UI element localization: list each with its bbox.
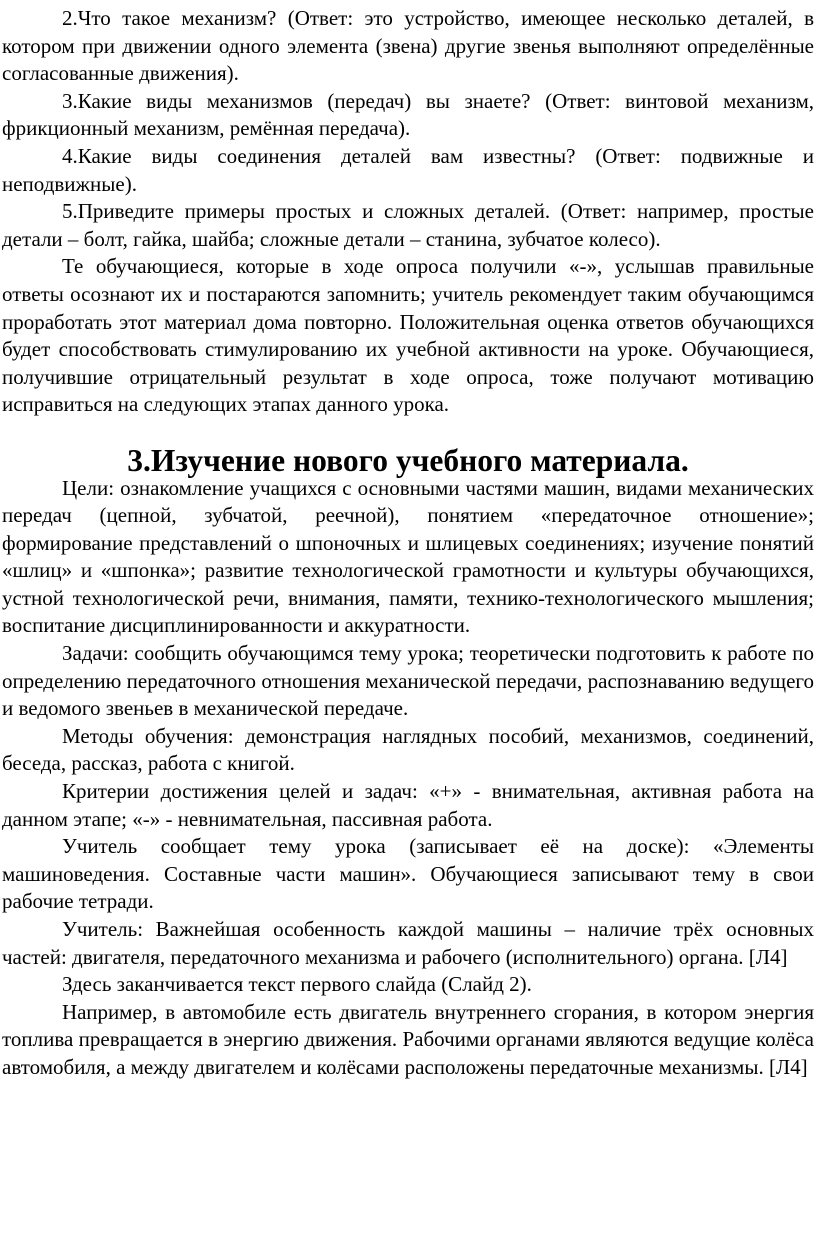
question-4-paragraph: 4.Какие виды соединения деталей вам известны? (Ответ: подвижные и неподвижные). xyxy=(2,143,814,196)
question-5-paragraph: 5.Приведите примеры простых и сложных деталей. (Ответ: например, простые детали – болт, гайка, шайба; сложные детали – станина, зубчатое колесо). xyxy=(2,199,814,251)
machine-parts-paragraph: Учитель: Важнейшая особенность каждой машины – наличие трёх основных частей: двигателя, передаточного механизма и рабочего (исполнительного) органа. [Л4] xyxy=(2,917,814,969)
question-2-paragraph: 2.Что такое механизм? (Ответ: это устройство, имеющее несколько деталей, в котором при движении одного элемента (звена) другие звенья выполняют определённые согласованные движения). xyxy=(2,6,814,86)
criteria-paragraph: Критерии достижения целей и задач: «+» - внимательная, активная работа на данном этапе; «-» - невнимательная, пассивная работа. xyxy=(2,779,814,831)
tasks-paragraph: Задачи: сообщить обучающимся тему урока; теоретически подготовить к работе по определению передаточного отношения механической передачи, распознаванию ведущего и ведомого звеньев в механической передаче. xyxy=(2,641,814,721)
teaching-methods-paragraph: Методы обучения: демонстрация наглядных пособий, механизмов, соединений, беседа, рассказ, работа с книгой. xyxy=(2,723,814,776)
question-3-paragraph: 3.Какие виды механизмов (передач) вы знаете? (Ответ: винтовой механизм, фрикционный механизм, ремённая передача). xyxy=(2,88,814,141)
survey-feedback-paragraph: Те обучающиеся, которые в ходе опроса получили «-», услышав правильные ответы осознают их и постараются запомнить; учитель рекомендует таким обучающимся проработать этот материал дома повторно. Положительная оценка ответов обучающихся будет способствовать стимулированию их учебной активности на уроке. Обучающиеся, получившие отрицательный результат в ходе опроса, тоже получают мотивацию исправиться на следующих этапах данного урока. xyxy=(2,254,814,417)
lesson-topic-paragraph: Учитель сообщает тему урока (записывает её на доске): «Элементы машиноведения. Составные части машин». Обучающиеся записывают тему в свои рабочие тетради. xyxy=(2,834,814,914)
goals-paragraph: Цели: ознакомление учащихся с основными частями машин, видами механических передач (цепной, зубчатой, реечной), понятием «передаточное отношение»; формирование представлений о шпоночных и шлицевых соединениях; изучение понятий «шлиц» и «шпонка»; развитие технологической грамотности и культуры обучающихся, устной технологической речи, внимания, памяти, технико-технологического мышления; воспитание дисциплинированности и аккуратности. xyxy=(2,475,814,638)
car-example-paragraph: Например, в автомобиле есть двигатель внутреннего сгорания, в котором энергия топлива превращается в энергию движения. Рабочими органами являются ведущие колёса автомобиля, а между двигателем и колёсами расположены передаточные механизмы. [Л4] xyxy=(2,999,814,1079)
section-heading: 3.Изучение нового учебного материала. xyxy=(127,442,689,478)
slide-end-paragraph: Здесь заканчивается текст первого слайда (Слайд 2). xyxy=(62,972,532,997)
